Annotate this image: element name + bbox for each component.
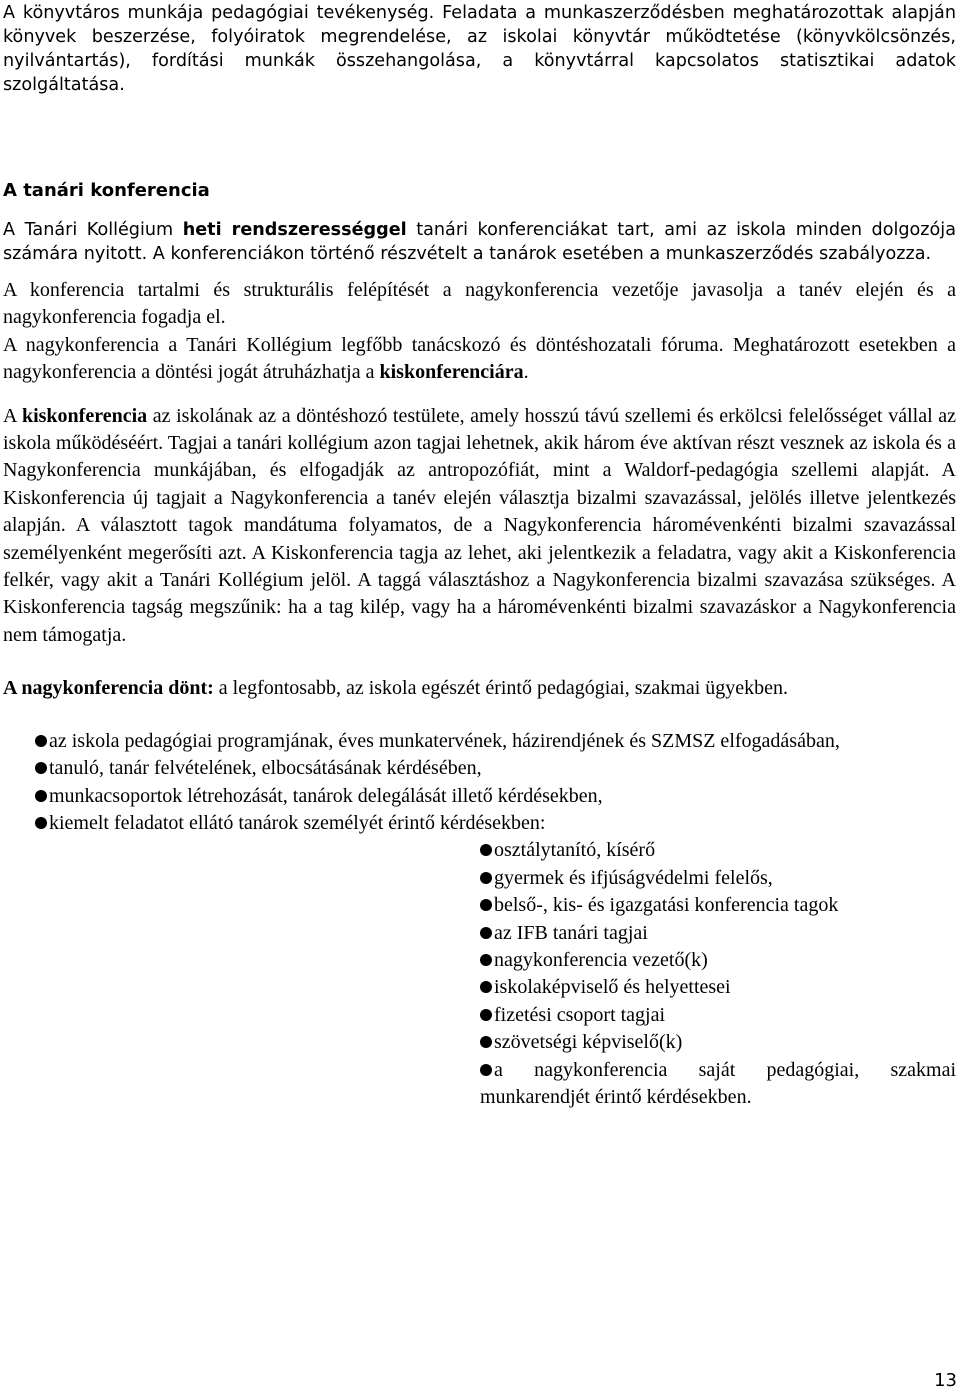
sublist-item (480, 1057, 956, 1112)
sublist-item-text: szövetségi képviselő(k) (494, 1031, 683, 1054)
list-item-text: munkacsoportok létrehozását, tanárok delegálását illető kérdésekben, (49, 784, 603, 807)
tanari-text-2b: A nagykonferencia a Tanári Kollégium legfőbb tanácskozó és döntéshozatali fóruma. Meghatározott esetekben a nagykonferencia a döntési jogát átruházhatja a (3, 333, 956, 384)
sublist-item (480, 892, 956, 919)
list-item (35, 783, 956, 810)
tanari-text-1a: A Tanári Kollégium (3, 220, 183, 240)
bullet-icon (480, 1036, 492, 1048)
list-item (35, 755, 956, 782)
sublist-item-text: fizetési csoport tagjai (494, 1003, 666, 1026)
tanari-paragraph-2 (3, 277, 956, 387)
bullet-icon (480, 899, 492, 911)
list-item-text: kiemelt feladatot ellátó tanárok személyét érintő kérdésekben: (49, 811, 546, 834)
sublist-item-text: nagykonferencia vezető(k) (494, 948, 708, 971)
sublist-item (480, 837, 956, 864)
bold-kiskonferencia: kiskonferencia (21, 404, 148, 427)
kiskonferencia-paragraph (3, 403, 956, 650)
bullet-icon (480, 872, 492, 884)
list-item (35, 728, 956, 755)
sublist-item-text: a nagykonferencia saját pedagógiai, szakmai munkarendjét érintő kérdésekben. (480, 1058, 956, 1108)
tanari-text-1b: tanári konferenciákat tart, ami az iskola minden dolgozója számára nyitott. (3, 220, 956, 264)
sublist-item (480, 947, 956, 974)
bullet-icon (480, 844, 492, 856)
list-item-text: az iskola pedagógiai programjának, éves munkatervének, házirendjének és SZMSZ elfogadásában, (49, 729, 840, 752)
kiskonf-text-a: A (3, 404, 22, 427)
sublist-item-text: gyermek és ifjúságvédelmi felelős, (494, 866, 773, 889)
bold-heti-rendszeresseggel: heti rendszerességgel (182, 220, 407, 240)
bold-nagykonferencia-dont: A nagykonferencia dönt: (3, 677, 214, 700)
bullet-icon (35, 762, 47, 774)
bullet-icon (480, 981, 492, 993)
nagykonferencia-dont-paragraph (3, 675, 956, 702)
kiskonf-text-b: az iskolának az a döntéshozó testülete, amely hosszú távú szellemi és erkölcsi felelősséget vállal az iskola működéséért. Tagjai a tanári kollégium azon tagjai lehetnek, akik három éve aktívan részt vesznek az iskola és a Nagykonferencia munkájában, és elfogadják az antropozófiát, mint a Waldorf-pedagógia szellemi alapját. A Kiskonferencia új tagjait a Nagykonferencia a tanév elején választja bizalmi szavazással, jelölés illetve jelentkezés alapján. A választott tagok mandátuma folyamatos, de a Nagykonferencia háromévenkénti bizalmi szavazással személyenként megerősíti azt. A Kiskonferencia tagja az lehet, aki jelentkezik a feladatra, vagy akit a Kiskonferencia felkér, vagy akit a Tanári Kollégium jelöl. A taggá választáshoz a Nagykonferencia bizalmi szavazása szükséges. A Kiskonferencia tagság megszűnik: ha a tag kilép, vagy ha a háromévenkénti bizalmi szavazáskor a Nagykonferencia nem támogatja. (3, 404, 956, 646)
sublist-item-text: iskolaképviselő és helyettesei (494, 976, 731, 999)
tanari-text-2a: A konferencia tartalmi és strukturális felépítését a nagykonferencia vezetője javasolja a tanév elején és a nagykonferencia fogadja el. (3, 279, 956, 329)
section-heading: A tanári konferencia (3, 180, 210, 201)
teacher-roles-sublist (480, 837, 956, 1111)
bullet-icon (480, 1009, 492, 1021)
intro-paragraph: A könyvtáros munkája pedagógiai tevékenység. Feladata a munkaszerződésben meghatározottak alapján könyvek beszerzése, folyóiratok megrendelése, az iskolai könyvtár működtetése (könyvkölcsönzés, nyilvántartás), fordítási munkák összehangolása, a könyvtárral kapcsolatos statisztikai adatok szolgáltatása. (3, 3, 956, 95)
bullet-icon (35, 817, 47, 829)
sublist-item (480, 865, 956, 892)
sublist-item (480, 920, 956, 947)
bullet-icon (480, 1064, 492, 1076)
tanari-text-2-end: . (523, 361, 529, 384)
bullet-icon (35, 790, 47, 802)
sublist-item-text: belső-, kis- és igazgatási konferencia tagok (494, 894, 839, 917)
dont-text: a legfontosabb, az iskola egészét érintő pedagógiai, szakmai ügyekben. (213, 677, 789, 700)
sublist-item (480, 1029, 956, 1056)
sublist-item-text: osztálytanító, kísérő (494, 839, 656, 862)
document-page (3, 0, 956, 1111)
tanari-text-1c: A konferenciákon történő részvételt a tanárok esetében a munkaszerződés szabályozza. (147, 244, 932, 264)
sublist-item (480, 974, 956, 1001)
bullet-icon (480, 954, 492, 966)
page-number: 13 (934, 1370, 957, 1391)
bullet-icon (480, 927, 492, 939)
bold-kiskonferenciara: kiskonferenciára (379, 361, 524, 384)
list-item (35, 810, 956, 837)
sublist-item (480, 1002, 956, 1029)
sublist-item-text: az IFB tanári tagjai (494, 921, 648, 944)
decision-list (35, 728, 956, 838)
bullet-icon (35, 735, 47, 747)
tanari-paragraph-1 (3, 218, 956, 266)
list-item-text: tanuló, tanár felvételének, elbocsátásának kérdésében, (49, 757, 482, 780)
